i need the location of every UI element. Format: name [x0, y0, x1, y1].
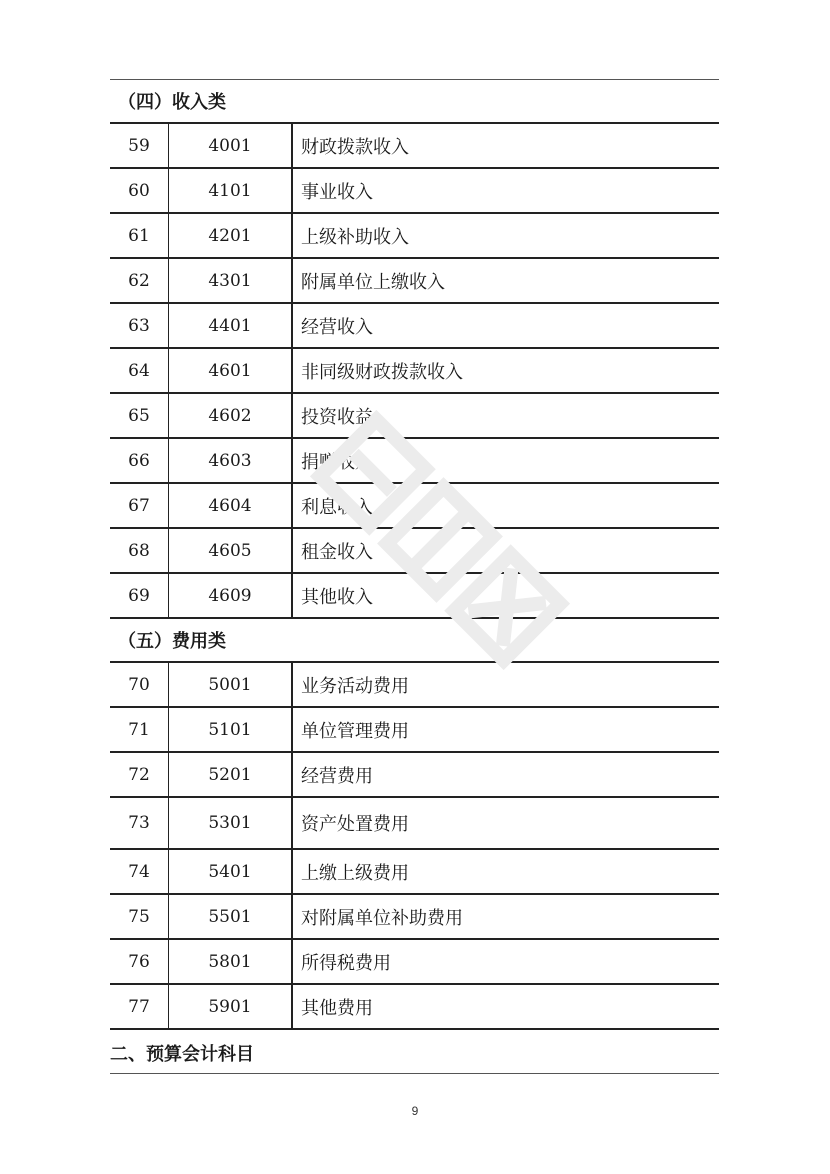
row-index: 71 [110, 708, 169, 751]
account-name: 附属单位上缴收入 [301, 271, 445, 293]
account-name: 资产处置费用 [301, 814, 409, 835]
account-code: 4301 [169, 259, 293, 302]
account-name: 租金收入 [301, 541, 373, 563]
table-row [110, 574, 719, 619]
row-index: 61 [110, 214, 169, 257]
account-code: 4605 [169, 529, 293, 572]
table-row [110, 895, 719, 940]
table-row [110, 259, 719, 304]
account-name: 上级补助收入 [301, 226, 409, 248]
table-row [110, 484, 719, 529]
account-name: 非同级财政拨款收入 [301, 361, 463, 383]
account-name: 经营费用 [301, 765, 373, 787]
table-row [110, 394, 719, 439]
table-row [110, 439, 719, 484]
table-row [110, 214, 719, 259]
table-row [110, 663, 719, 708]
account-code: 4401 [169, 304, 293, 347]
account-code: 4201 [169, 214, 293, 257]
row-index: 74 [110, 850, 169, 893]
row-index: 73 [110, 798, 169, 848]
account-code: 5501 [169, 895, 293, 938]
account-name: 捐赠收入 [301, 451, 373, 473]
table-row [110, 798, 719, 850]
account-code: 4601 [169, 349, 293, 392]
row-index: 60 [110, 169, 169, 212]
account-code: 5801 [169, 940, 293, 983]
account-name: 其他费用 [301, 997, 373, 1019]
account-code: 4001 [169, 124, 293, 167]
page-number: 9 [411, 1104, 419, 1118]
table-row [110, 850, 719, 895]
table-row [110, 708, 719, 753]
account-code: 5401 [169, 850, 293, 893]
row-index: 65 [110, 394, 169, 437]
account-name: 对附属单位补助费用 [301, 907, 463, 929]
row-index: 62 [110, 259, 169, 302]
row-index: 75 [110, 895, 169, 938]
table-row [110, 753, 719, 798]
account-code: 4609 [169, 574, 293, 617]
section-heading-expense: （五）费用类 [118, 631, 226, 652]
account-code: 4604 [169, 484, 293, 527]
account-code: 5101 [169, 708, 293, 751]
bottom-rule [110, 1073, 719, 1074]
account-code: 4603 [169, 439, 293, 482]
account-name: 其他收入 [301, 586, 373, 608]
row-index: 77 [110, 985, 169, 1028]
row-index: 67 [110, 484, 169, 527]
account-name: 所得税费用 [301, 952, 391, 974]
table-row [110, 169, 719, 214]
account-name: 单位管理费用 [301, 720, 409, 742]
account-code: 4101 [169, 169, 293, 212]
account-name: 财政拨款收入 [301, 136, 409, 158]
account-name: 利息收入 [301, 496, 373, 518]
account-name: 事业收入 [301, 181, 373, 203]
row-index: 69 [110, 574, 169, 617]
expense-table [110, 663, 719, 1030]
row-index: 72 [110, 753, 169, 796]
row-index: 66 [110, 439, 169, 482]
row-index: 68 [110, 529, 169, 572]
account-name: 经营收入 [301, 316, 373, 338]
section-heading-income: （四）收入类 [118, 92, 226, 113]
account-code: 5201 [169, 753, 293, 796]
account-code: 5001 [169, 663, 293, 706]
account-name: 投资收益 [301, 406, 373, 428]
account-code: 4602 [169, 394, 293, 437]
table-row [110, 304, 719, 349]
row-index: 63 [110, 304, 169, 347]
table-row [110, 985, 719, 1030]
account-code: 5901 [169, 985, 293, 1028]
row-index: 76 [110, 940, 169, 983]
account-name: 业务活动费用 [301, 675, 409, 697]
income-table [110, 124, 719, 619]
row-index: 64 [110, 349, 169, 392]
section-heading-budget: 二、预算会计科目 [110, 1044, 254, 1065]
row-index: 70 [110, 663, 169, 706]
account-code: 5301 [169, 798, 293, 848]
account-name: 上缴上级费用 [301, 862, 409, 884]
table-row [110, 124, 719, 169]
row-index: 59 [110, 124, 169, 167]
table-row [110, 940, 719, 985]
table-row [110, 349, 719, 394]
table-row [110, 529, 719, 574]
